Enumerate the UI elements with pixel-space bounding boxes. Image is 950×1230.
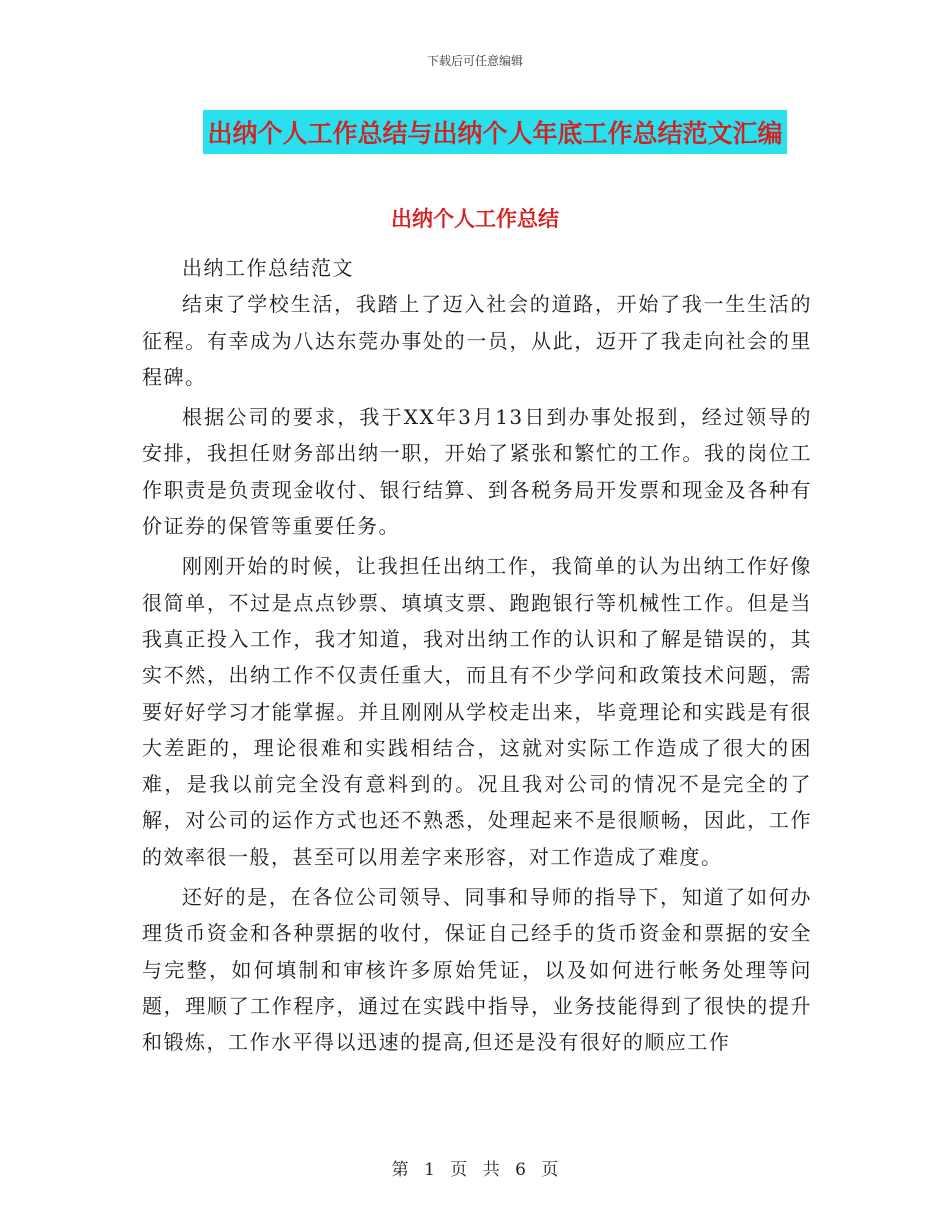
page-footer <box>0 1155 950 1180</box>
paragraph: 根据公司的要求，我于XX年3月13日到办事处报到，经过领导的安排，我担任财务部出纳一职，开始了紧张和繁忙的工作。我的岗位工作职责是负责现金收付、银行结算、到各税务局开发票和现金及各种有价证券的保管等重要任务。 <box>142 405 812 539</box>
footer-page-number: 1 <box>424 1160 435 1180</box>
footer-label-unit: 页 <box>450 1160 468 1180</box>
section-title: 出纳个人工作总结 <box>391 207 559 231</box>
paragraph: 结束了学校生活，我踏上了迈入社会的道路，开始了我一生生活的征程。有幸成为八达东莞办事处的一员，从此，迈开了我走向社会的里程碑。 <box>142 292 812 389</box>
paragraph: 还好的是，在各位公司领导、同事和导师的指导下，知道了如何办理货币资金和各种票据的收付，保证自己经手的货币资金和票据的安全与完整，如何填制和审核许多原始凭证，以及如何进行帐务处理等问题，理顺了工作程序，通过在实践中指导，业务技能得到了很快的提升和锻炼，工作水平得以迅速的提高,但还是没有很好的顺应工作 <box>142 885 812 1055</box>
paragraph: 刚刚开始的时候，让我担任出纳工作，我简单的认为出纳工作好像很简单，不过是点点钞票、填填支票、跑跑银行等机械性工作。但是当我真正投入工作，我才知道，我对出纳工作的认识和了解是错误的，其实不然，出纳工作不仅责任重大，而且有不少学问和政策技术问题，需要好好学习才能掌握。并且刚刚从学校走出来，毕竟理论和实践是有很大差距的，理论很难和实践相结合，这就对实际工作造成了很大的困难，是我以前完全没有意料到的。况且我对公司的情况不是完全的了解，对公司的运作方式也还不熟悉，处理起来不是很顺畅，因此，工作的效率很一般，甚至可以用差字来形容，对工作造成了难度。 <box>142 554 812 869</box>
footer-label-page: 第 <box>391 1160 409 1180</box>
document-title: 出纳个人工作总结与出纳个人年底工作总结范文汇编 <box>203 110 786 154</box>
document-body <box>142 250 812 1061</box>
footer-label-total: 共 <box>482 1160 500 1180</box>
header-note: 下载后可任意编辑 <box>426 54 523 68</box>
paragraph-subtitle: 出纳工作总结范文 <box>182 256 354 280</box>
document-title-container <box>0 110 950 154</box>
footer-label-unit2: 页 <box>541 1160 559 1180</box>
footer-total-pages: 6 <box>515 1160 526 1180</box>
